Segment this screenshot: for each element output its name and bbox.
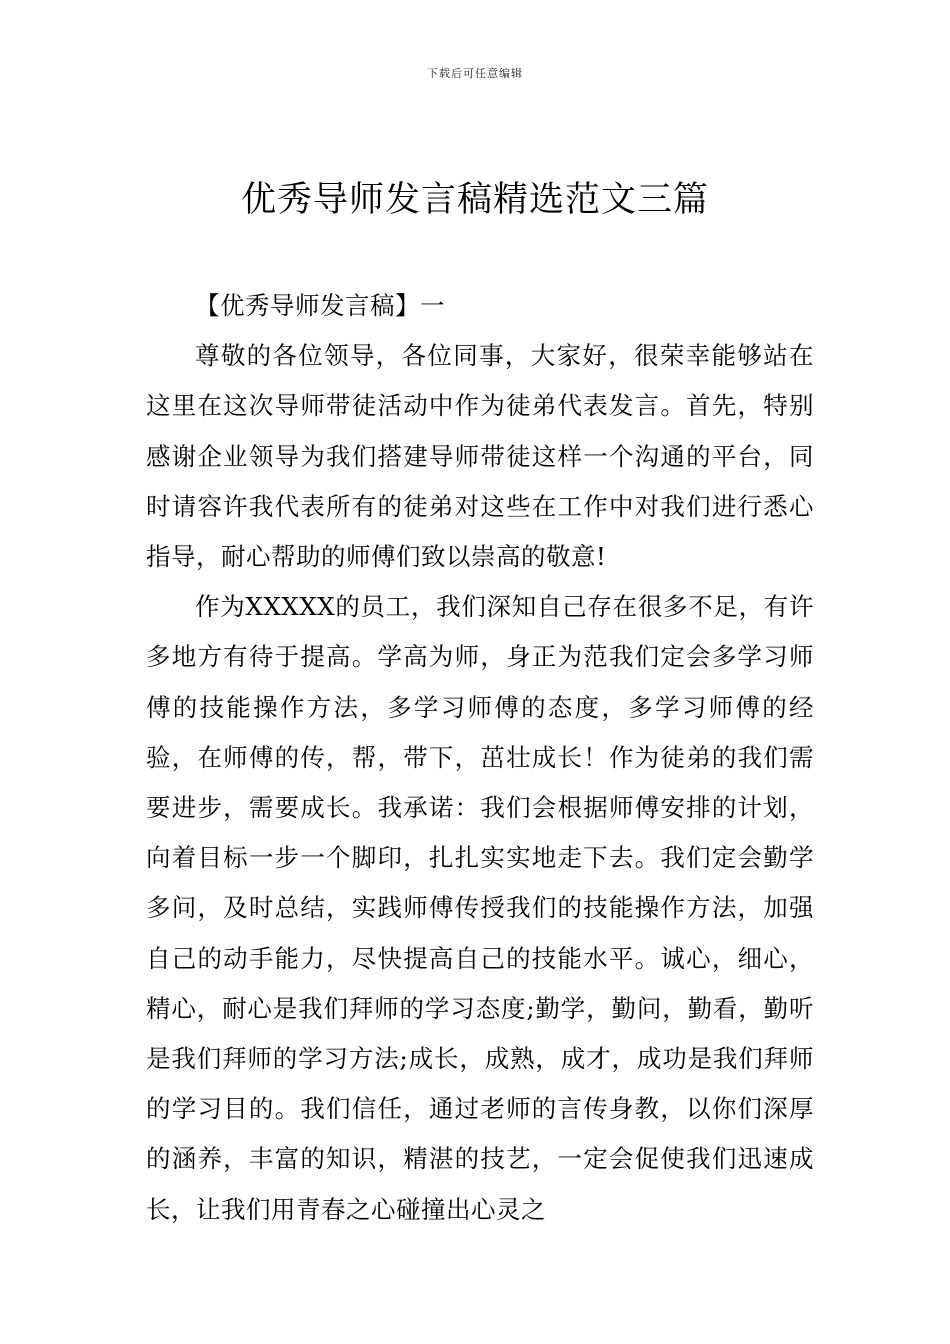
paragraph-1: 尊敬的各位领导，各位同事，大家好，很荣幸能够站在这里在这次导师带徒活动中作为徒弟代表发言。首先，特别感谢企业领导为我们搭建导师带徒这样一个沟通的平台，同时请容许我代表所有的徒弟对这些在工作中对我们进行悉心指导，耐心帮助的师傅们致以崇高的敬意!: [146, 341, 814, 572]
header-note: 下载后可任意编辑: [427, 67, 523, 80]
document-body: [146, 281, 814, 1235]
document-title: 优秀导师发言稿精选范文三篇: [240, 180, 709, 220]
paragraph-2: 作为XXXXX的员工，我们深知自己存在很多不足，有许多地方有待于提高。学高为师，身正为范我们定会多学习师傅的技能操作方法，多学习师傅的态度，多学习师傅的经验，在师傅的传，帮，带下，茁壮成长！作为徒弟的我们需要进步，需要成长。我承诺：我们会根据师傅安排的计划，向着目标一步一个脚印，扎扎实实地走下去。我们定会勤学多问，及时总结，实践师傅传授我们的技能操作方法，加强自己的动手能力，尽快提高自己的技能水平。诚心，细心，精心，耐心是我们拜师的学习态度;勤学，勤问，勤看，勤听是我们拜师的学习方法;成长，成熟，成才，成功是我们拜师的学习目的。我们信任，通过老师的言传身教，以你们深厚的涵养，丰富的知识，精湛的技艺，一定会促使我们迅速成长，让我们用青春之心碰撞出心灵之: [146, 592, 814, 1224]
section-heading: 【优秀导师发言稿】一: [195, 291, 445, 320]
